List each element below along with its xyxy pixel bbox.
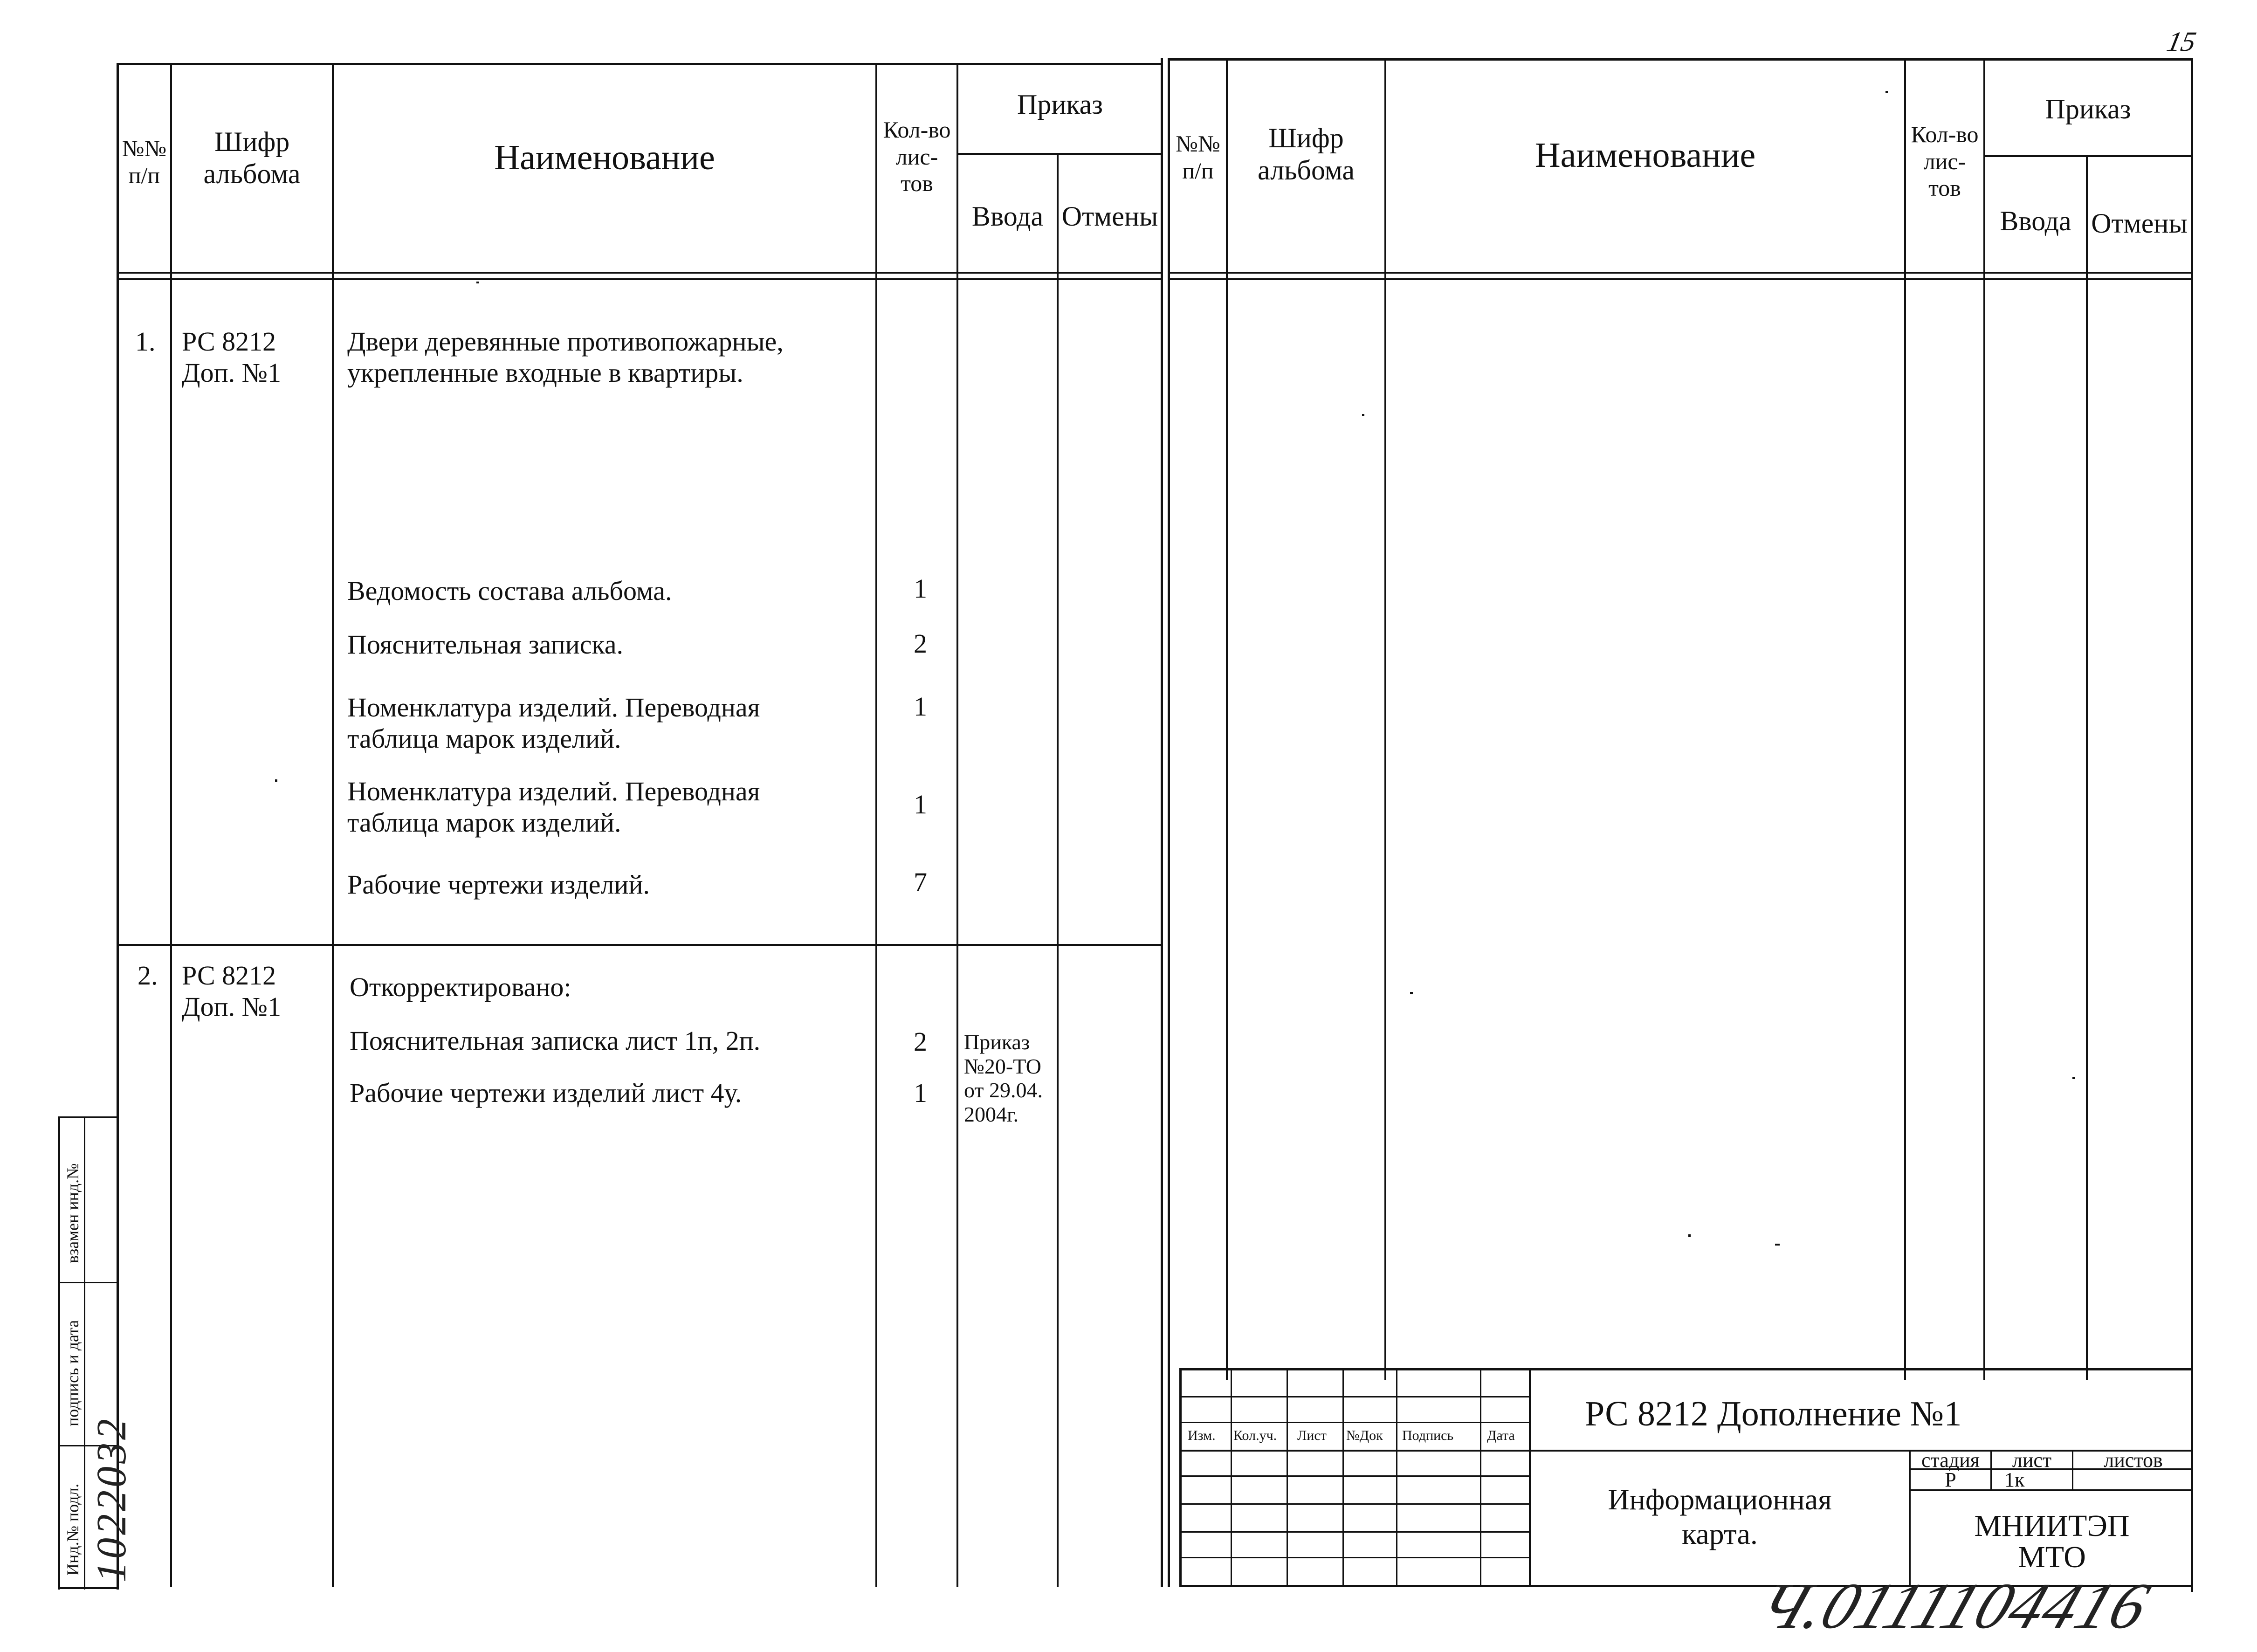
row1-item4-name: Номенклатура изделий. Переводная таблица марок изделий. xyxy=(347,776,760,838)
row1-item3-sheets: 1 xyxy=(914,691,927,722)
row2-num: 2. xyxy=(138,960,158,991)
tb-col-signature: Подпись xyxy=(1402,1428,1454,1443)
side-stamp-inv-orig: Инд.№ подл. xyxy=(63,1483,82,1576)
row2-title: Откорректировано: xyxy=(350,972,571,1002)
row2-order-in: Приказ №20-ТО от 29.04. 2004г. xyxy=(964,1030,1043,1126)
header-order: Приказ xyxy=(1017,89,1103,120)
header-name: Наименование xyxy=(494,138,715,177)
tb-doc-title: РС 8212 Дополнение №1 xyxy=(1585,1394,1962,1433)
row2-item1-sheets: 2 xyxy=(914,1026,927,1057)
row2-item2-name: Рабочие чертежи изделий лист 4у. xyxy=(350,1078,742,1108)
speck xyxy=(1410,992,1413,994)
tb-col-ndok: №Док xyxy=(1346,1428,1383,1443)
row1-code: РС 8212 Доп. №1 xyxy=(182,326,281,388)
tb-stage-value: Р xyxy=(1945,1468,1956,1491)
speck xyxy=(275,779,277,782)
speck xyxy=(1775,1244,1780,1246)
speck xyxy=(1885,91,1888,93)
rheader-code: Шифр альбома xyxy=(1257,123,1355,186)
tb-org: МНИИТЭП МТО xyxy=(1974,1509,2130,1575)
speck xyxy=(1688,1234,1691,1237)
rheader-order-cancel: Отмены xyxy=(2091,208,2188,239)
footer-handwritten-number: Ч.0111104416 xyxy=(1748,1570,2160,1642)
header-sheets: Кол-во лис- тов xyxy=(883,117,951,196)
header-num: №№ п/п xyxy=(122,135,167,188)
row2-item2-sheets: 1 xyxy=(914,1078,927,1108)
row1-item1-sheets: 1 xyxy=(914,573,927,604)
side-stamp-sign-date: подпись и дата xyxy=(63,1320,82,1426)
speck xyxy=(476,282,479,283)
side-stamp-replaced-inv: взамен инд.№ xyxy=(63,1163,82,1263)
speck xyxy=(2072,1077,2075,1079)
speck xyxy=(1362,414,1364,416)
row1-item3-name: Номенклатура изделий. Переводная таблица марок изделий. xyxy=(347,692,760,754)
rheader-order-in: Ввода xyxy=(2000,206,2071,236)
tb-col-izm: Изм. xyxy=(1188,1428,1216,1443)
tb-stage-label: стадия xyxy=(1921,1449,1980,1472)
tb-sheet-name: Информационная карта. xyxy=(1608,1483,1832,1550)
row1-item1-name: Ведомость состава альбома. xyxy=(347,576,672,606)
tb-sheets-label: листов xyxy=(2104,1449,2163,1472)
header-code: Шифр альбома xyxy=(203,126,301,189)
tb-sheet-value: 1к xyxy=(2004,1468,2025,1491)
row2-code: РС 8212 Доп. №1 xyxy=(182,960,281,1022)
row1-item5-sheets: 7 xyxy=(914,867,927,897)
side-stamp-inv-value: 1022032 xyxy=(89,1416,135,1583)
tb-sheet-label: лист xyxy=(2012,1449,2052,1472)
rheader-name: Наименование xyxy=(1534,136,1756,175)
header-order-cancel: Отмены xyxy=(1061,201,1158,232)
corner-mark: 15 xyxy=(2164,26,2199,57)
tb-col-list: Лист xyxy=(1297,1428,1327,1443)
rheader-order: Приказ xyxy=(2045,94,2131,124)
tb-col-kolich: Кол.уч. xyxy=(1233,1428,1277,1443)
row2-item1-name: Пояснительная записка лист 1п, 2п. xyxy=(350,1026,761,1056)
row1-item4-sheets: 1 xyxy=(914,789,927,819)
row1-item2-sheets: 2 xyxy=(914,628,927,659)
tb-col-date: Дата xyxy=(1487,1428,1515,1443)
row1-item2-name: Пояснительная записка. xyxy=(347,629,623,660)
rheader-sheets: Кол-во лис- тов xyxy=(1911,121,1979,201)
rheader-num: №№ п/п xyxy=(1176,131,1220,184)
row1-title: Двери деревянные противопожарные, укрепленные входные в квартиры. xyxy=(347,326,784,388)
header-order-in: Ввода xyxy=(971,201,1044,232)
row1-item5-name: Рабочие чертежи изделий. xyxy=(347,869,650,900)
row1-num: 1. xyxy=(135,326,156,357)
